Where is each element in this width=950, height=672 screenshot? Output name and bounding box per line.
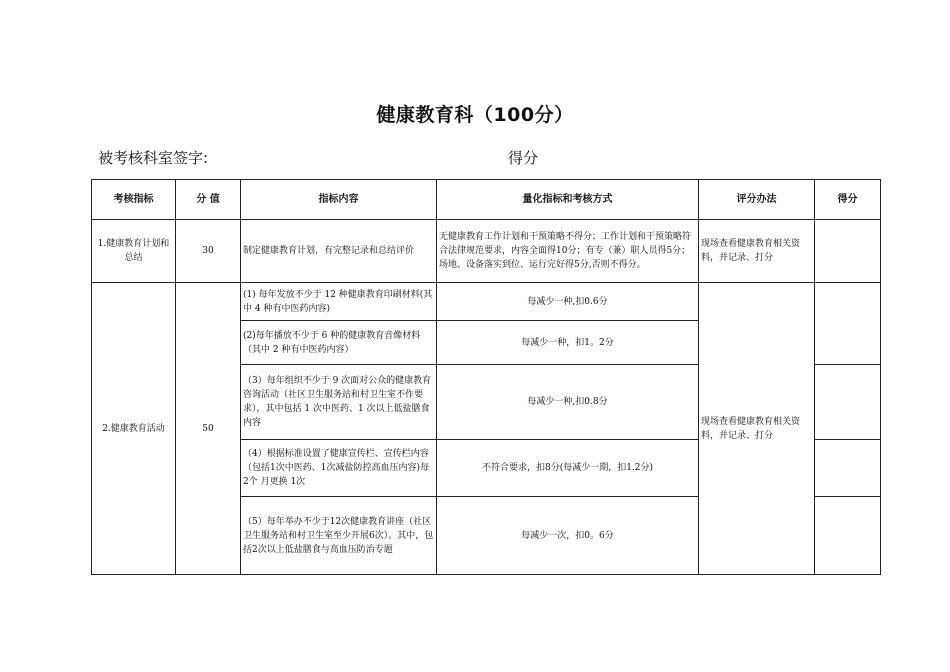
content-cell: （3）每年组织不少于 9 次面对公众的健康教育咨询活动（社区卫生服务站和村卫生室不作要求），其中包括 1 次中医药、1 次以上低盐膳食内容 xyxy=(241,365,437,440)
header-points: 分 值 xyxy=(176,180,241,220)
header-content: 指标内容 xyxy=(241,180,437,220)
score-cell xyxy=(815,283,881,365)
table-row xyxy=(92,220,881,283)
content-cell: 制定健康教育计划，有完整记录和总结评价 xyxy=(241,220,437,283)
method-cell: 每减少一种，扣1。2分 xyxy=(437,321,699,365)
score-cell xyxy=(815,220,881,283)
score-cell xyxy=(815,497,881,575)
content-cell: （5）每年举办不少于12次健康教育讲座（社区卫生服务站和村卫生室至少开展6次）。其中，包括2次以上低盐膳食与高血压防治专题 xyxy=(241,497,437,575)
points-cell: 30 xyxy=(176,220,241,283)
score-label: 得分 xyxy=(508,149,539,167)
header-indicator: 考核指标 xyxy=(92,180,176,220)
header-scoring: 评分办法 xyxy=(699,180,815,220)
assessment-table xyxy=(91,179,881,575)
content-cell: (1) 每年发放不少于 12 种健康教育印刷材料(其中 4 种有中医药内容) xyxy=(241,283,437,321)
signature-label: 被考核科室签字: xyxy=(98,149,209,167)
scoring-cell: 现场查看健康教育相关资料，并记录、打分 xyxy=(699,220,815,283)
points-cell: 50 xyxy=(176,283,241,575)
scoring-cell: 现场查看健康教育相关资料，并记录、打分 xyxy=(699,283,815,575)
method-cell: 每减少一种,扣0.8分 xyxy=(437,365,699,440)
indicator-cell: 2.健康教育活动 xyxy=(92,283,176,575)
header-score: 得分 xyxy=(815,180,881,220)
method-cell: 每减少一次，扣0。6分 xyxy=(437,497,699,575)
score-cell xyxy=(815,365,881,440)
content-cell: （4）根据标准设置了健康宣传栏、宣传栏内容（包括1次中医药、1次减盐防控高血压内容)每2个 月更换 1次 xyxy=(241,440,437,497)
table-row xyxy=(92,283,881,321)
header-method: 量化指标和考核方式 xyxy=(437,180,699,220)
method-cell: 每减少一种,扣0.6分 xyxy=(437,283,699,321)
score-cell xyxy=(815,440,881,497)
indicator-cell: 1.健康教育计划和总结 xyxy=(92,220,176,283)
content-cell: (2)每年播放不少于 6 种的健康教育音像材料（其中 2 种有中医药内容） xyxy=(241,321,437,365)
method-cell: 不符合要求，扣8分(每减少一期，扣1.2分) xyxy=(437,440,699,497)
page-title: 健康教育科（100分） xyxy=(376,104,574,126)
method-cell: 无健康教育工作计划和干预策略不得分；工作计划和干预策略符合法律规范要求，内容全面得10分；有专（兼）职人员得5分； 场地、设备落实到位、运行完好得5分,否则不得分。 xyxy=(437,220,699,283)
header-row xyxy=(92,180,881,220)
